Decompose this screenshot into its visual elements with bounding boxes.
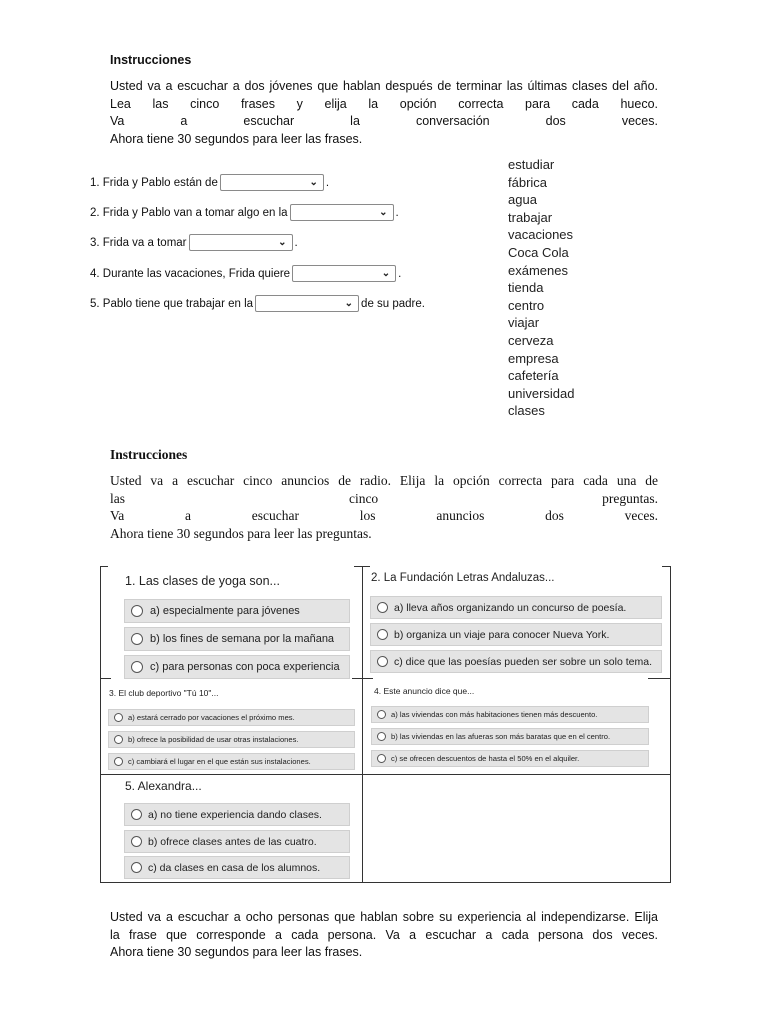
chevron-down-icon: ⌄ (344, 298, 354, 309)
word-bank-item: trabajar (508, 209, 553, 225)
grid-center-divider (362, 566, 363, 883)
radio-option-2a[interactable] (370, 596, 662, 619)
radio-circle-icon[interactable] (131, 862, 142, 873)
gap-dropdown-5[interactable] (255, 295, 359, 312)
section1-line-2: Lea las cinco frases y elija la opción correcta para cada hueco. (110, 96, 658, 111)
section3-instructions (110, 909, 658, 962)
word-bank-item: vacaciones (508, 227, 574, 243)
gap-question-suffix: . (294, 236, 298, 249)
section1-heading: Instrucciones (110, 53, 192, 67)
option-label: c) da clases en casa de los alumnos. (148, 861, 321, 874)
grid-left-border (100, 566, 101, 883)
gap-question-text: 4. Durante las vacaciones, Frida quiere (90, 267, 291, 280)
radio-question-2-title: 2. La Fundación Letras Andaluzas... (371, 572, 555, 584)
radio-question-3-title: 3. El club deportivo "Tú 10"... (109, 688, 219, 698)
radio-circle-icon[interactable] (377, 710, 386, 719)
word-bank-item: exámenes (508, 262, 568, 278)
word-bank-item: centro (508, 297, 545, 313)
chevron-down-icon: ⌄ (278, 237, 287, 248)
gap-question-text: 3. Frida va a tomar (90, 236, 187, 249)
section3-line-2: la frase que corresponde a cada persona. Va a escuchar a cada persona dos veces. (110, 927, 658, 942)
grid-tick (354, 566, 370, 567)
option-label: c) se ofrecen descuentos de hasta el 50% en el alquiler. (391, 754, 580, 763)
option-label: b) los fines de semana por la mañana (150, 633, 335, 645)
grid-row-divider (648, 678, 671, 679)
option-label: a) las viviendas con más habitaciones tienen más descuento. (391, 710, 598, 719)
gap-question-4 (90, 265, 401, 282)
radio-option-2b[interactable] (370, 623, 662, 646)
gap-question-text: 1. Frida y Pablo están de (90, 176, 218, 189)
grid-right-border (670, 566, 671, 883)
radio-circle-icon[interactable] (114, 757, 123, 766)
word-bank-item: cafetería (508, 368, 559, 384)
radio-option-1c[interactable] (124, 655, 350, 679)
gap-question-suffix: . (398, 267, 402, 280)
option-label: b) ofrece la posibilidad de usar otras instalaciones. (128, 735, 299, 744)
option-label: c) dice que las poesías pueden ser sobre un solo tema. (394, 655, 652, 668)
gap-dropdown-2[interactable] (290, 204, 394, 221)
word-bank-item: clases (508, 403, 545, 419)
radio-circle-icon[interactable] (377, 754, 386, 763)
radio-question-4-title: 4. Este anuncio dice que... (374, 686, 475, 696)
radio-circle-icon[interactable] (131, 633, 143, 645)
radio-questions-grid (100, 566, 671, 883)
radio-option-5b[interactable] (124, 830, 350, 853)
section2-line-4: Ahora tiene 30 segundos para leer las preguntas. (110, 526, 372, 542)
word-bank-item: cerveza (508, 332, 554, 348)
section2-heading: Instrucciones (110, 447, 188, 462)
radio-circle-icon[interactable] (114, 713, 123, 722)
option-label: a) no tiene experiencia dando clases. (148, 808, 322, 821)
grid-row-divider (352, 678, 373, 679)
word-bank-item: viajar (508, 315, 540, 331)
word-bank-item: universidad (508, 385, 575, 401)
gap-question-2 (90, 204, 399, 221)
radio-circle-icon[interactable] (377, 656, 388, 667)
word-bank-item: empresa (508, 350, 559, 366)
chevron-down-icon: ⌄ (309, 177, 318, 188)
gap-question-3 (90, 234, 298, 251)
radio-question-5-title: 5. Alexandra... (125, 779, 202, 793)
radio-option-1b[interactable] (124, 627, 350, 651)
gap-dropdown-1[interactable] (220, 174, 324, 191)
word-bank-item: agua (508, 192, 537, 208)
grid-row-divider (100, 678, 111, 679)
option-label: a) estará cerrado por vacaciones el próximo mes. (128, 713, 295, 722)
radio-option-3c[interactable] (108, 753, 355, 770)
radio-circle-icon[interactable] (131, 605, 143, 617)
radio-circle-icon[interactable] (377, 629, 388, 640)
chevron-down-icon: ⌄ (381, 268, 391, 279)
option-label: c) para personas con poca experiencia (150, 661, 340, 673)
radio-option-2c[interactable] (370, 650, 662, 673)
section1-line-1: Usted va a escuchar a dos jóvenes que hablan después de terminar las últimas clases del año. (110, 79, 658, 93)
section1-line-4: Ahora tiene 30 segundos para leer las frases. (110, 131, 363, 146)
gap-question-suffix: . (325, 176, 330, 189)
section3-line-1: Usted va a escuchar a ocho personas que hablan sobre su experiencia al independizarse. Elija (110, 910, 658, 924)
word-bank-item: Coca Cola (508, 244, 569, 260)
radio-circle-icon[interactable] (377, 602, 388, 613)
chevron-down-icon: ⌄ (379, 207, 388, 218)
gap-question-suffix: . (395, 206, 399, 219)
gap-question-text: 2. Frida y Pablo van a tomar algo en la (90, 206, 288, 219)
option-label: b) ofrece clases antes de las cuatro. (148, 835, 317, 848)
radio-circle-icon[interactable] (131, 836, 142, 847)
word-bank-item: tienda (508, 280, 544, 296)
grid-tick (100, 566, 108, 567)
radio-circle-icon[interactable] (131, 809, 142, 820)
radio-option-5c[interactable] (124, 856, 350, 879)
gap-dropdown-3[interactable] (189, 234, 293, 251)
section2-instructions (110, 472, 658, 543)
gap-question-text: 5. Pablo tiene que trabajar en la (90, 297, 254, 310)
option-label: b) las viviendas en las afueras son más baratas que en el centro. (391, 732, 611, 741)
option-label: b) organiza un viaje para conocer Nueva York. (394, 628, 610, 641)
radio-option-3a[interactable] (108, 709, 355, 726)
gap-question-5 (90, 295, 425, 312)
section2-line-3: Va a escuchar los anuncios dos veces. (110, 508, 658, 524)
section1-line-3: Va a escuchar la conversación dos veces. (110, 114, 658, 128)
option-label: a) especialmente para jóvenes (150, 605, 300, 617)
word-bank-item: estudiar (508, 157, 555, 172)
gap-dropdown-4[interactable] (292, 265, 396, 282)
radio-option-4a[interactable] (371, 706, 649, 723)
grid-tick (662, 566, 671, 567)
section2-line-2: las cinco preguntas. (110, 490, 658, 506)
grid-bottom-border (100, 882, 671, 883)
radio-option-4c[interactable] (371, 750, 649, 767)
gap-question-1 (90, 174, 329, 191)
radio-option-3b[interactable] (108, 731, 355, 748)
radio-option-1a[interactable] (124, 599, 350, 623)
word-bank (508, 156, 575, 420)
grid-row-divider (100, 774, 671, 775)
radio-option-5a[interactable] (124, 803, 350, 826)
option-label: a) lleva años organizando un concurso de poesía. (394, 601, 627, 614)
radio-circle-icon[interactable] (114, 735, 123, 744)
gap-question-suffix: de su padre. (361, 297, 425, 310)
radio-circle-icon[interactable] (131, 661, 143, 673)
section3-line-3: Ahora tiene 30 segundos para leer las frases. (110, 945, 363, 959)
option-label: c) cambiará el lugar en el que están sus instalaciones. (128, 757, 311, 766)
radio-question-1-title: 1. Las clases de yoga son... (125, 574, 280, 588)
word-bank-item: fábrica (508, 174, 548, 190)
radio-option-4b[interactable] (371, 728, 649, 745)
radio-circle-icon[interactable] (377, 732, 386, 741)
section1-instructions (110, 78, 658, 148)
section2-line-1: Usted va a escuchar cinco anuncios de radio. Elija la opción correcta para cada una de (110, 473, 658, 488)
